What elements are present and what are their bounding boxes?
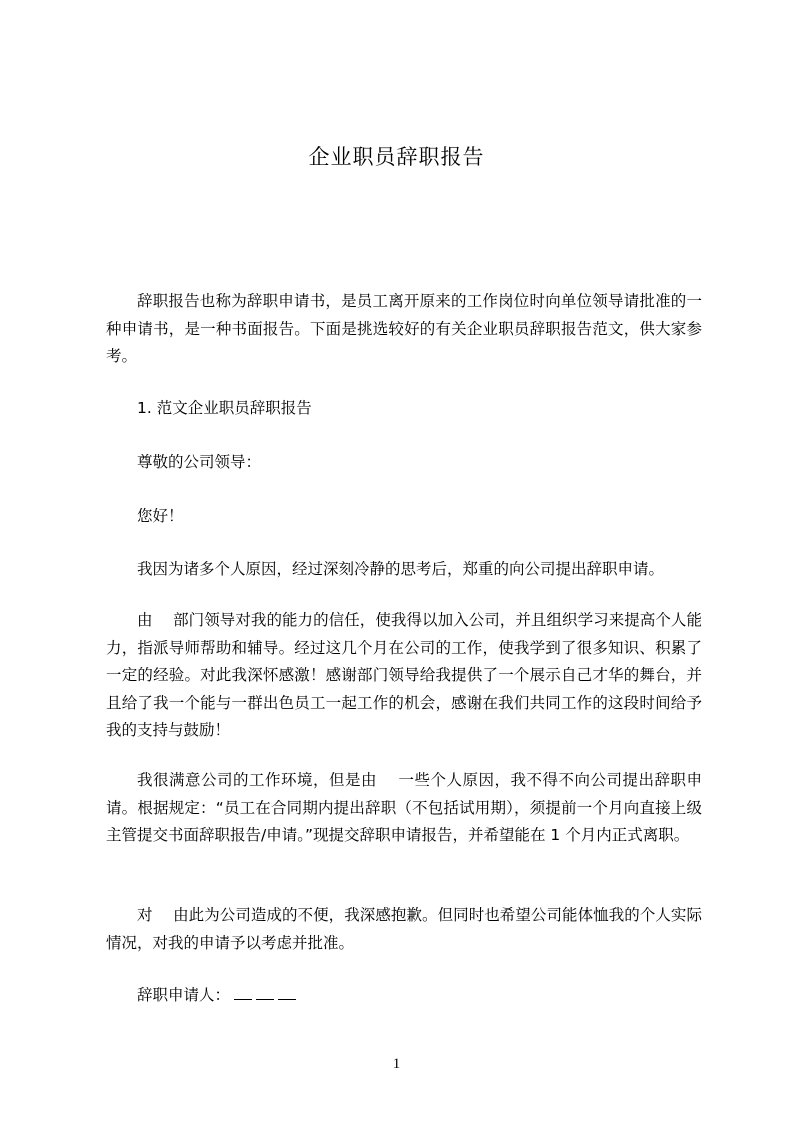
page-number: 1 bbox=[392, 1056, 401, 1072]
signature-blank-1 bbox=[234, 986, 252, 1000]
section-heading: 1. 范文企业职员辞职报告 bbox=[137, 399, 312, 417]
salutation: 尊敬的公司领导： bbox=[137, 453, 262, 471]
signature-blank-3 bbox=[278, 986, 296, 1000]
intro-paragraph: 辞职报告也称为辞职申请书，是员工离开原来的工作岗位时向单位领导请批准的一种申请书，是一种书面报告。下面是挑选较好的有关企业职员辞职报告范文，供大家参考。 bbox=[106, 292, 702, 365]
paragraph-resignation-request: 我很满意公司的工作环境，但是由 一些个人原因，我不得不向公司提出辞职申请。根据规定：“员工在合同期内提出辞职（不包括试用期），须提前一个月向直接上级主管提交书面辞职报告/申请。”现提交辞职申请报告，并希望能在 1 个月内正式离职。 bbox=[106, 771, 702, 844]
greeting: 您好！ bbox=[137, 507, 184, 525]
signature-blank-2 bbox=[256, 986, 274, 1000]
paragraph-gratitude: 由 部门领导对我的能力的信任，使我得以加入公司，并且组织学习来提高个人能力，指派导师帮助和辅导。经过这几个月在公司的工作，使我学到了很多知识、积累了一定的经验。对此我深怀感激！感谢部门领导给我提供了一个展示自己才华的舞台，并且给了我一个能与一群出色员工一起工作的机会，感谢在我们共同工作的这段时间给予我的支持与鼓励！ bbox=[106, 611, 702, 739]
paragraph-apology: 对 由此为公司造成的不便，我深感抱歉。但同时也希望公司能体恤我的个人实际情况，对我的申请予以考虑并批准。 bbox=[106, 906, 702, 952]
signature-label: 辞职申请人： bbox=[137, 986, 231, 1004]
signature-line bbox=[137, 982, 296, 1010]
paragraph-reason: 我因为诸多个人原因，经过深刻冷静的思考后，郑重的向公司提出辞职申请。 bbox=[137, 560, 665, 578]
document-title: 企业职员辞职报告 bbox=[308, 145, 485, 169]
